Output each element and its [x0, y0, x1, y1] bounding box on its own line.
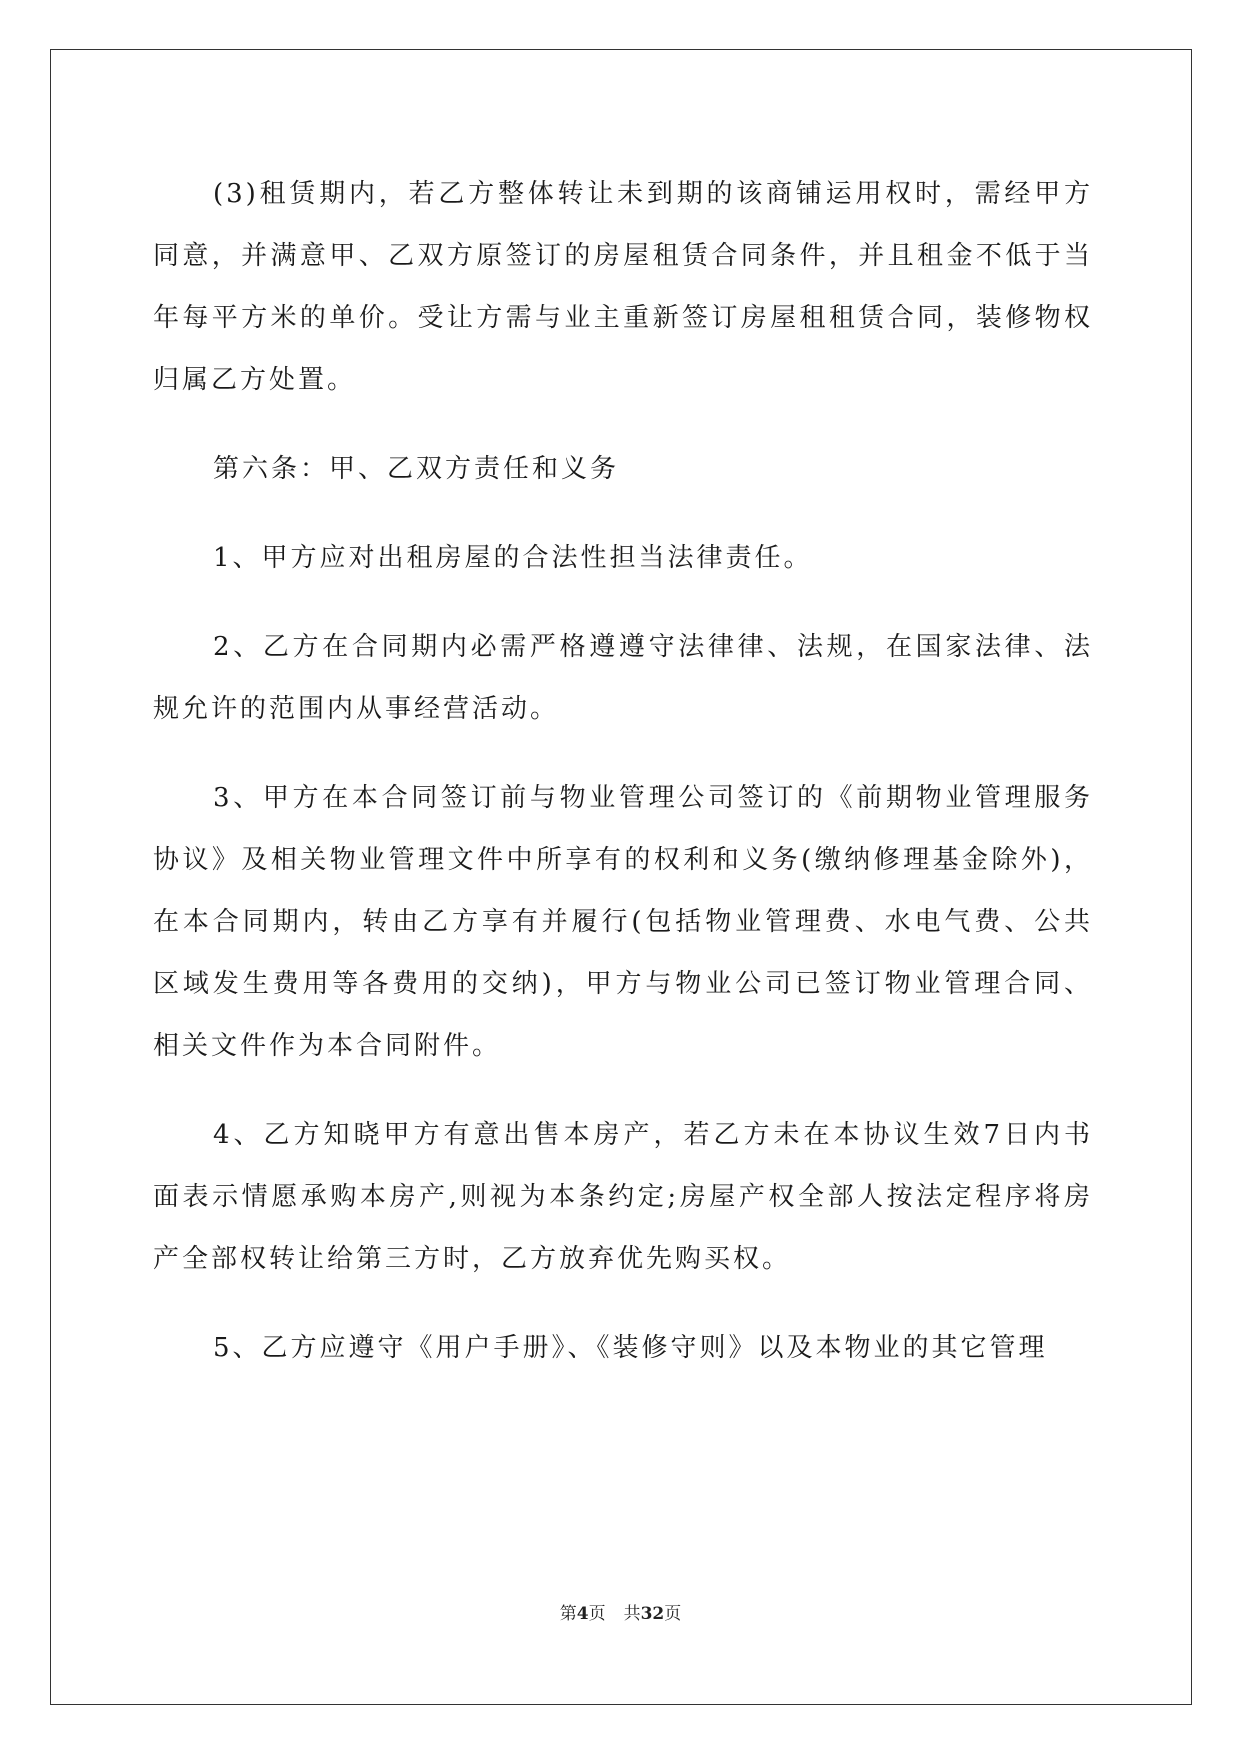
- document-body: [153, 163, 1093, 1406]
- section-heading-article-6: 第六条：甲、乙双方责任和义务: [213, 454, 620, 484]
- paragraph-item-5: 5、乙方应遵守《用户手册》、《装修守则》以及本物业的其它管理: [213, 1333, 1048, 1363]
- paragraph-item-2: 2、乙方在合同期内必需严格遵遵守法律律、法规，在国家法律、法规允许的范围内从事经营活动。: [153, 632, 1093, 724]
- paragraph-item-3: 3、甲方在本合同签订前与物业管理公司签订的《前期物业管理服务协议》及相关物业管理文件中所享有的权利和义务(缴纳修理基金除外)，在本合同期内，转由乙方享有并履行(包括物业管理费、水电气费、公共区域发生费用等各费用的交纳)，甲方与物业公司已签订物业管理合同、相关文件作为本合同附件。: [153, 783, 1093, 1061]
- page-number-label: 第4页: [559, 1604, 606, 1624]
- paragraph-item-4: 4、乙方知晓甲方有意出售本房产，若乙方未在本协议生效7日内书面表示情愿承购本房产,则视为本条约定;房屋产权全部人按法定程序将房产全部权转让给第三方时，乙方放弃优先购买权。: [153, 1120, 1093, 1274]
- total-pages-label: 共32页: [623, 1604, 682, 1624]
- page-footer: [0, 1599, 1241, 1624]
- paragraph-item-1: 1、甲方应对出租房屋的合法性担当法律责任。: [213, 543, 813, 573]
- paragraph-clause-3-transfer: (3)租赁期内，若乙方整体转让未到期的该商铺运用权时，需经甲方同意，并满意甲、乙双方原签订的房屋租赁合同条件，并且租金不低于当年每平方米的单价。受让方需与业主重新签订房屋租租赁合同，装修物权归属乙方处置。: [153, 179, 1093, 395]
